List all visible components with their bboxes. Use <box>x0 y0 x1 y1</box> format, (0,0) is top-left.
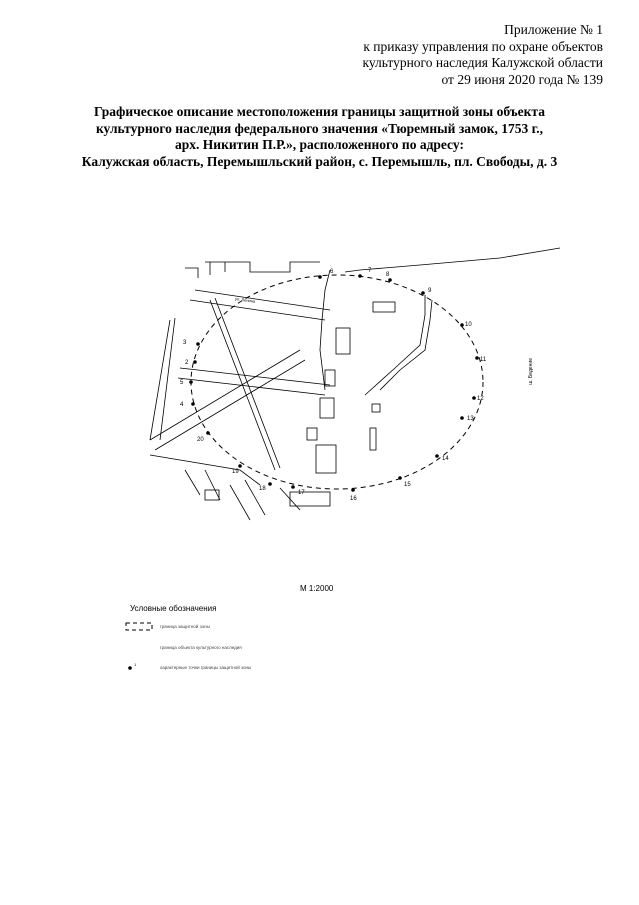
appendix-line-3: культурного наследия Калужской области <box>362 55 603 70</box>
point-label: 6 <box>330 269 334 275</box>
boundary-point <box>206 431 210 435</box>
map-road <box>345 248 560 272</box>
map-building <box>373 302 395 312</box>
boundary-point <box>472 396 476 400</box>
point-label: 13 <box>467 416 474 422</box>
map-street-lines <box>190 290 330 320</box>
boundary-point <box>191 402 195 406</box>
map-building <box>370 428 376 450</box>
point-label: 7 <box>368 268 372 274</box>
boundary-point <box>238 464 242 468</box>
legend-symbol-point <box>128 666 132 670</box>
map-block-edge <box>210 262 225 275</box>
map-building <box>320 398 334 418</box>
point-label: 14 <box>442 456 449 462</box>
north-label: ш. Бедение <box>528 358 534 385</box>
point-label: 18 <box>259 486 266 492</box>
point-label: 12 <box>477 396 484 402</box>
boundary-point <box>460 323 464 327</box>
map-diagonal-street <box>150 350 305 450</box>
point-label: 5 <box>180 380 184 386</box>
boundary-point <box>351 488 355 492</box>
point-label: 2 <box>185 360 189 366</box>
map-street-lines <box>185 470 220 500</box>
map-building <box>325 370 335 386</box>
point-label: 3 <box>183 340 187 346</box>
legend-title: Условные обозначения <box>130 604 217 613</box>
map-scale: М 1:2000 <box>300 584 334 593</box>
legend-symbol-zone-boundary <box>126 623 152 630</box>
map-building <box>316 445 336 473</box>
map-building <box>290 492 330 506</box>
boundary-point <box>398 476 402 480</box>
point-label: 20 <box>197 437 204 443</box>
map-road <box>380 300 432 390</box>
boundary-point <box>189 380 193 384</box>
legend-item-points: характерные точки границы защитной зоны <box>160 665 252 670</box>
map-building <box>205 490 219 500</box>
title-line-1: Графическое описание местоположения границы защитной зоны объекта <box>94 104 545 119</box>
legend-item-zone-boundary: граница защитной зоны <box>160 624 210 629</box>
title-line-3: арх. Никитин П.Р.», расположенного по адресу: <box>175 137 464 152</box>
boundary-point <box>196 342 200 346</box>
boundary-point <box>421 291 425 295</box>
point-label: 15 <box>404 482 411 488</box>
point-label: 19 <box>232 469 239 475</box>
boundary-point <box>193 360 197 364</box>
map-building <box>336 328 350 354</box>
appendix-line-4: от 29 июня 2020 года № 139 <box>441 71 603 87</box>
point-label: 11 <box>480 357 487 363</box>
point-label: 10 <box>465 322 472 328</box>
point-label: 9 <box>428 288 432 294</box>
map-building <box>307 428 317 440</box>
point-label: 8 <box>386 272 390 278</box>
protection-zone-boundary <box>191 275 483 489</box>
point-label: 16 <box>350 496 357 502</box>
appendix-line-1: Приложение № 1 <box>504 22 603 37</box>
street-label: ул. Ленина <box>234 296 256 304</box>
title-line-4: Калужская область, Перемышльский район, с. Перемышль, пл. Свободы, д. 3 <box>81 153 558 169</box>
boundary-point <box>268 482 272 486</box>
map-street-lines <box>150 318 175 440</box>
boundary-point <box>388 278 392 282</box>
map-diagonal-street <box>210 298 280 470</box>
point-label: 17 <box>298 490 305 496</box>
map-block-edge <box>185 268 198 278</box>
map-block-edge <box>205 262 320 272</box>
boundary-point <box>435 454 439 458</box>
point-label: 4 <box>180 402 184 408</box>
boundary-point <box>460 416 464 420</box>
title-line-2: культурного наследия федерального значения «Тюремный замок, 1753 г., <box>95 120 544 136</box>
legend-symbol-point-label: 1 <box>134 662 137 667</box>
boundary-point <box>318 275 322 279</box>
boundary-point <box>475 356 479 360</box>
appendix-line-2: к приказу управления по охране объектов <box>363 38 603 54</box>
boundary-point <box>291 485 295 489</box>
legend-item-object-boundary: граница объекта культурного наследия <box>160 645 242 650</box>
boundary-point <box>358 274 362 278</box>
map-building <box>372 404 380 412</box>
